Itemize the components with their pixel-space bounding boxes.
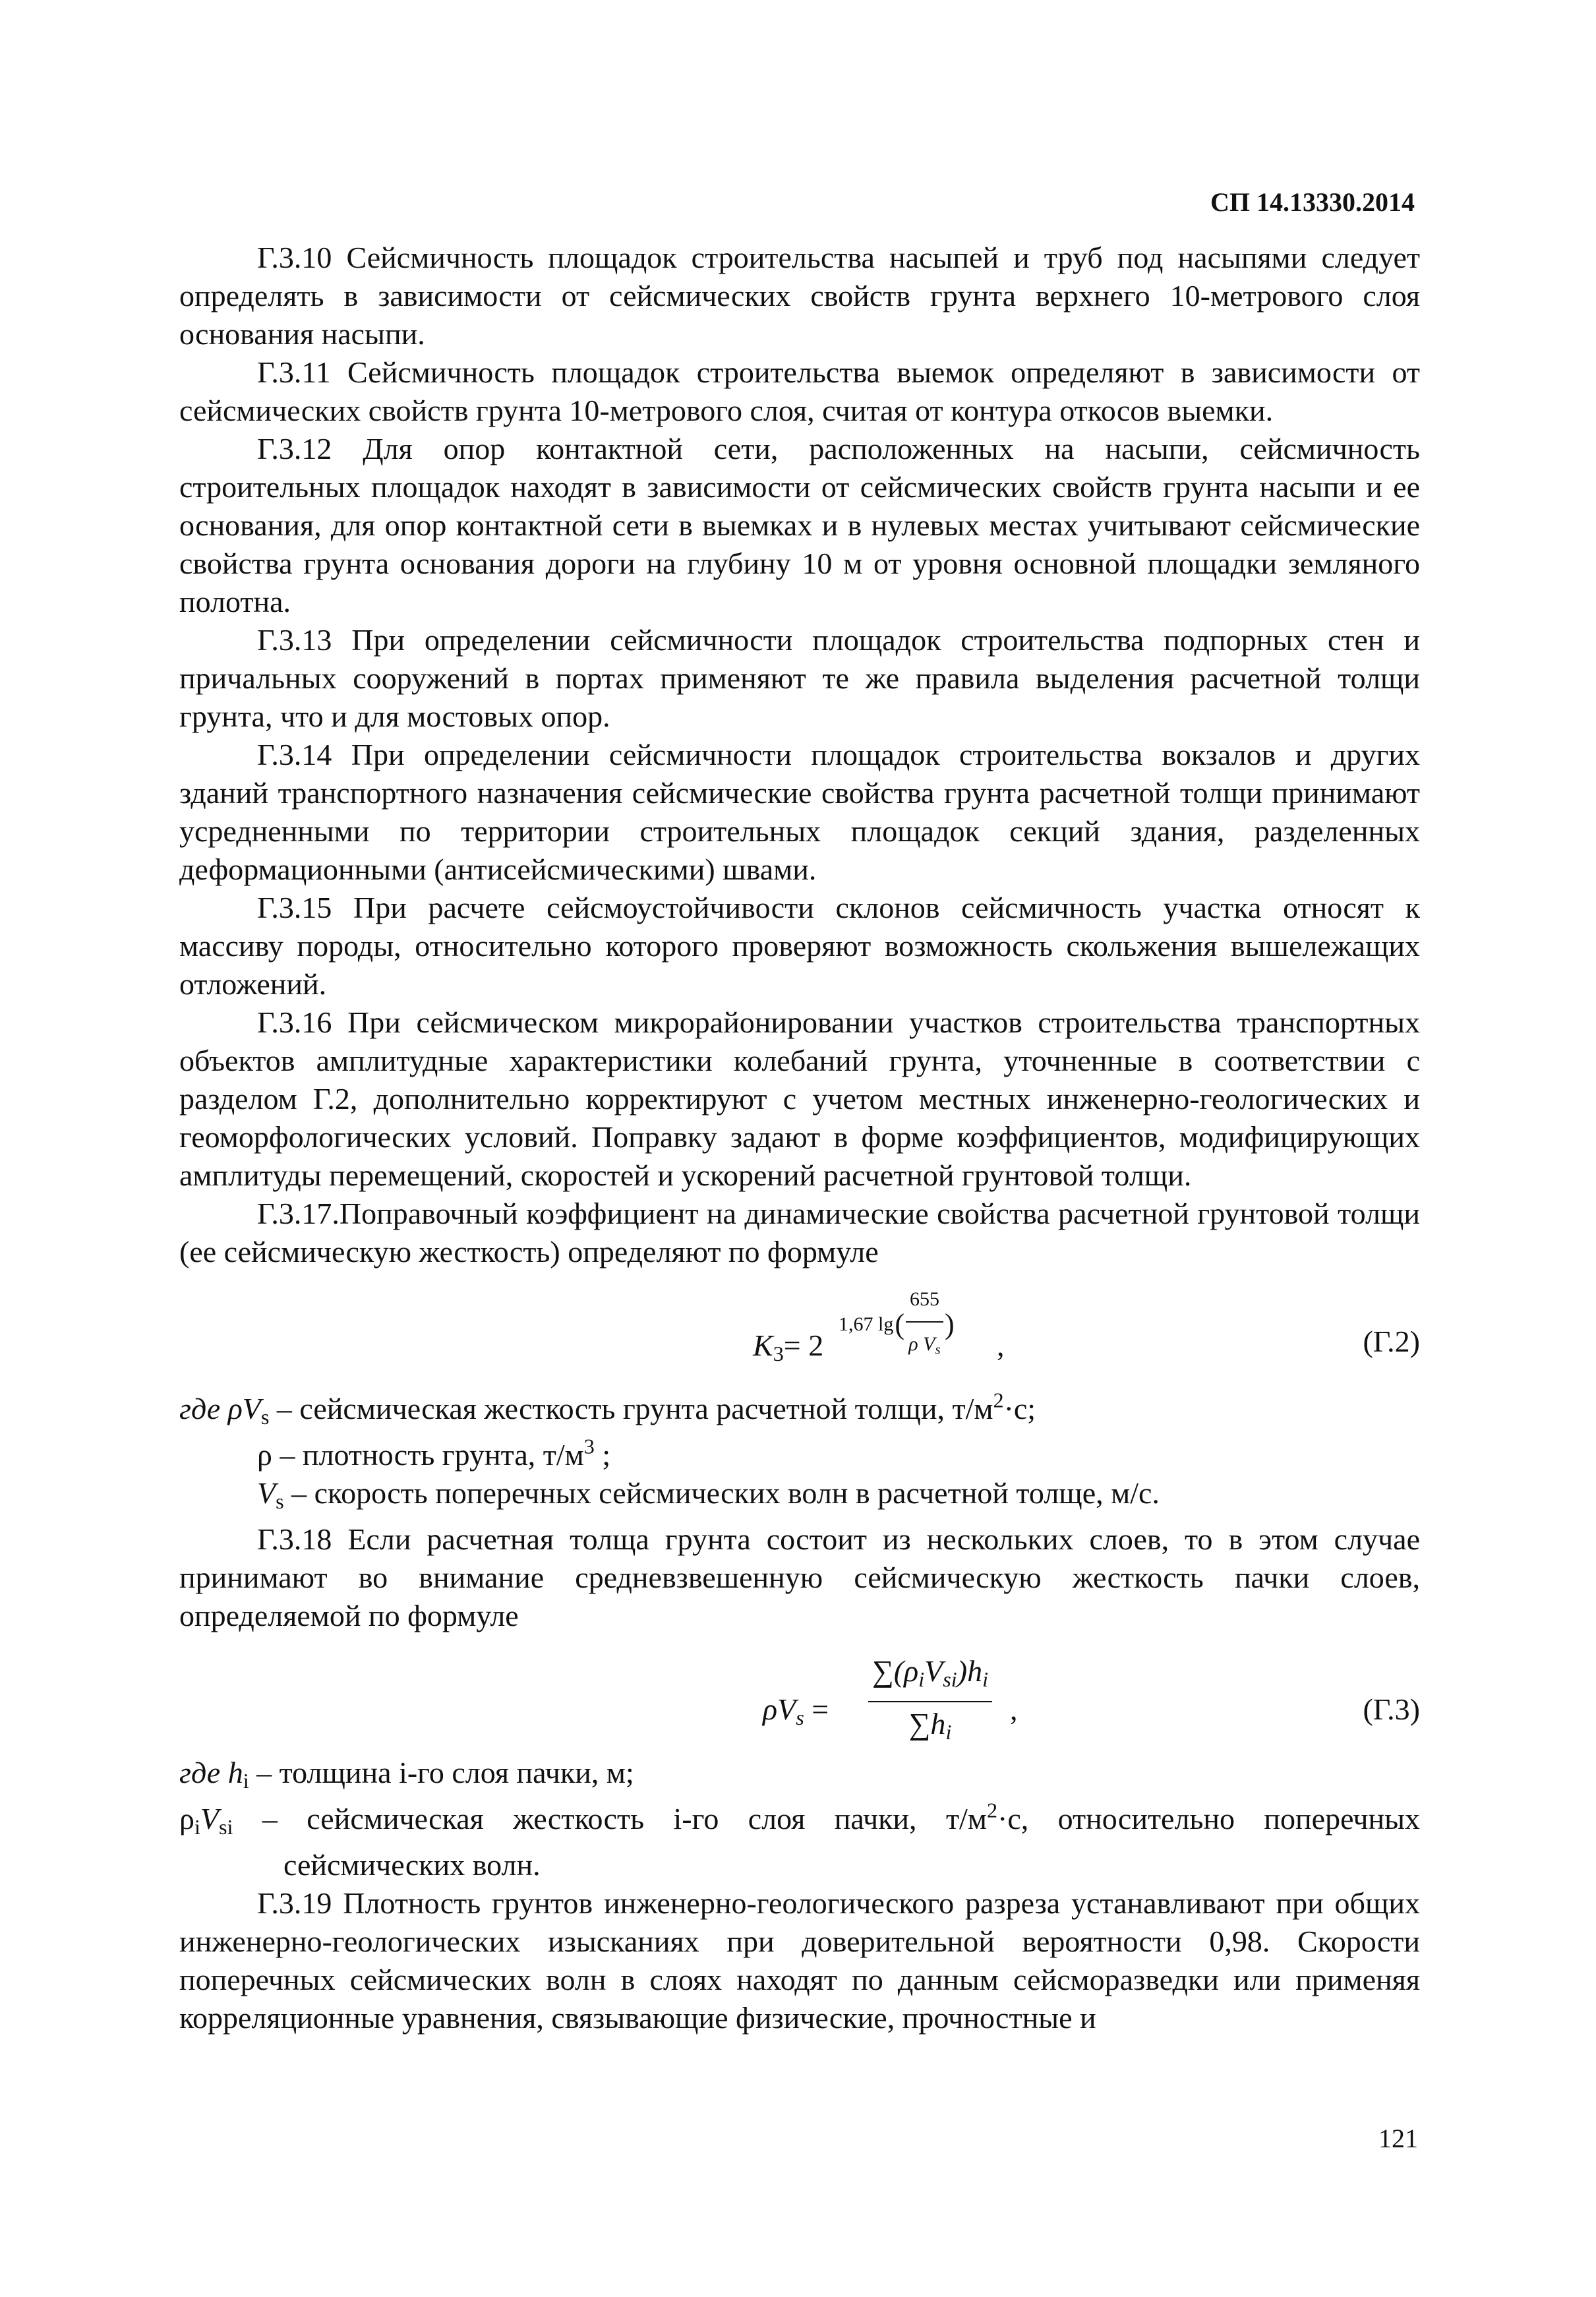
formula-g3-num: ∑(ρ (872, 1654, 919, 1688)
formula-g2-exponent-den: ρ V (908, 1333, 935, 1355)
definition-rhoi-vsi-tail: ·с, относительно поперечных (997, 1802, 1420, 1836)
paragraph-g3-16: Г.3.16 При сейсмическом микрорайонировании участков строительства транспортных объектов амплитудные характеристики колебаний грунта, уточненные в соответствии с разделом Г.2, дополнительно корректируют с учетом местных инженерно-геологических и геоморфологических условий. Поправку задают в форме коэффициентов, модифицирующих амплитуды перемещений, скоростей и ускорений расчетной грунтовой толщи. (179, 1005, 1420, 1192)
definition-rhoi-vsi (179, 1800, 1420, 1846)
formula-g3-num-sub3: i (982, 1667, 989, 1692)
page-number: 121 (1378, 2124, 1418, 2153)
formula-g3-num-v: V (924, 1654, 943, 1688)
definition-rhoi-vsi-sup: 2 (986, 1798, 998, 1822)
document-code: СП 14.13330.2014 (1210, 187, 1415, 217)
formula-g3-num-tail: )h (957, 1654, 983, 1688)
definition-hi-symbol: где h (179, 1756, 243, 1790)
formula-g3-comma: , (1010, 1692, 1018, 1727)
formula-g3-number: (Г.3) (1363, 1692, 1420, 1727)
definition-rhoi-vsi-continuation: сейсмических волн. (283, 1848, 541, 1882)
definitions-g2 (179, 1390, 1420, 1520)
formula-g2-comma: , (997, 1328, 1005, 1362)
paragraph-g3-10: Г.3.10 Сейсмичность площадок строительства насыпей и труб под насыпями следует определять в зависимости от сейсмических свойств грунта верхнего 10-метрового слоя основания насыпи. (179, 241, 1420, 351)
formula-g2-number: (Г.2) (1363, 1325, 1420, 1358)
paragraph-g3-12: Г.3.12 Для опор контактной сети, расположенных на насыпи, сейсмичность строительных площадок находят в зависимости от сейсмических свойств грунта насыпи и ее основания, для опор контактной сети в выемках и в нулевых местах учитывают сейсмические свойства грунта основания дороги на глубину 10 м от уровня основной площадки земляного полотна. (179, 432, 1420, 618)
definition-rho-sup: 3 (583, 1434, 595, 1458)
definition-hi-sub: i (243, 1769, 249, 1793)
formula-g3-den: ∑h (908, 1707, 946, 1741)
definition-rho-tail: ; (594, 1438, 611, 1472)
formula-g3-lhs-sub: s (796, 1706, 804, 1730)
formula-g3-fraction (868, 1652, 992, 1751)
definition-rhoi-vsi-text: – сейсмическая жесткость i-го слоя пачки, т/м (233, 1802, 987, 1836)
definition-rho-vs-sub: s (260, 1405, 270, 1429)
definition-vsi-symbol: V (200, 1802, 220, 1836)
paragraph-g3-14: Г.3.14 При определении сейсмичности площадок строительства вокзалов и других зданий транспортного назначения сейсмические свойства грунта расчетной толщи принимают усредненными по территории строительных площадок секций здания, разделенных деформационными (антисейсмическими) швами. (179, 738, 1420, 886)
definition-rhoi-symbol: ρ (179, 1802, 194, 1836)
formula-g3 (179, 1651, 1420, 1743)
paragraph-g3-18: Г.3.18 Если расчетная толща грунта состоит из нескольких слоев, то в этом случае принимают во внимание средневзвешенную сейсмическую жесткость пачки слоев, определяемой по формуле (179, 1522, 1420, 1633)
definition-rho-symbol: ρ (257, 1438, 272, 1472)
definitions-g3 (179, 1754, 1420, 1884)
formula-g2-lhs: K (753, 1328, 773, 1362)
definition-rho-vs-text: – сейсмическая жесткость грунта расчетной толщи, т/м (269, 1392, 993, 1425)
paragraph-g3-15: Г.3.15 При расчете сейсмоустойчивости склонов сейсмичность участка относят к массиву породы, относительно которого проверяют возможность скольжения вышележащих отложений. (179, 891, 1420, 1001)
definition-vsi-sub: si (219, 1815, 233, 1839)
paragraph-g3-17: Г.3.17.Поправочный коэффициент на динамические свойства расчетной грунтовой толщи (ее сейсмическую жесткость) определяют по формуле (179, 1197, 1420, 1268)
paragraph-g3-19: Г.3.19 Плотность грунтов инженерно-геологического разреза устанавливают при общих инженерно-геологических изысканиях при доверительной вероятности 0,98. Скорости поперечных сейсмических волн в слоях находят по данным сейсморазведки или применяя корреляционные уравнения, связывающие физические, прочностные и (179, 1886, 1420, 2035)
definition-vs-text: – скорость поперечных сейсмических волн в расчетной толще, м/с. (283, 1476, 1160, 1510)
formula-g3-den-sub: i (945, 1720, 952, 1745)
definition-rhoi-sub: i (194, 1815, 200, 1839)
paragraph-g3-11: Г.3.11 Сейсмичность площадок строительства выемок определяют в зависимости от сейсмических свойств грунта 10-метрового слоя, считая от контура откосов выемки. (179, 355, 1420, 427)
formula-g2-lhs-sub: 3 (773, 1342, 784, 1366)
formula-g2-exponent-num: 655 (906, 1280, 943, 1323)
formula-g2-exponent-fraction (906, 1280, 943, 1368)
formula-g2-exponent-coef: 1,67 lg (839, 1313, 894, 1335)
definition-hi-text: – толщина i-го слоя пачки, м; (249, 1756, 634, 1790)
formula-g2 (179, 1280, 1420, 1379)
formula-g2-base: = 2 (783, 1328, 824, 1362)
definition-hi (179, 1754, 1420, 1800)
definition-rho-vs-sup: 2 (993, 1388, 1004, 1412)
formula-g3-num-sub2: si (943, 1667, 957, 1692)
definition-rho-text: – плотность грунта, т/м (272, 1438, 584, 1472)
definition-vs-symbol: V (257, 1476, 276, 1510)
definition-vs (179, 1474, 1420, 1520)
definition-rho-vs-symbol: где ρV (179, 1392, 261, 1425)
formula-g2-expression: $K_3= 2$ 1,67 lg ( $\frac{655}{\rho V_s}$ ) , (575, 1280, 1102, 1379)
definition-vs-sub: s (276, 1489, 284, 1514)
paragraph-g3-13: Г.3.13 При определении сейсмичности площадок строительства подпорных стен и причальных сооружений в портах применяют те же правила выделения расчетной толщи грунта, что и для мостовых опор. (179, 623, 1420, 733)
definition-rho-vs (179, 1390, 1420, 1436)
definition-rho (179, 1436, 1420, 1474)
formula-g3-expression: $\rho V_s$ = $\sum(\rho_iV_{si})h_i$ $\sum h_i$ , (575, 1651, 1102, 1743)
definition-rho-vs-tail: ·с; (1003, 1392, 1036, 1425)
body-text (179, 239, 1420, 2037)
formula-g3-num-sub1: i (918, 1667, 925, 1692)
formula-g2-exponent-den-sub: s (935, 1341, 941, 1357)
formula-g3-lhs: ρV (763, 1692, 796, 1727)
